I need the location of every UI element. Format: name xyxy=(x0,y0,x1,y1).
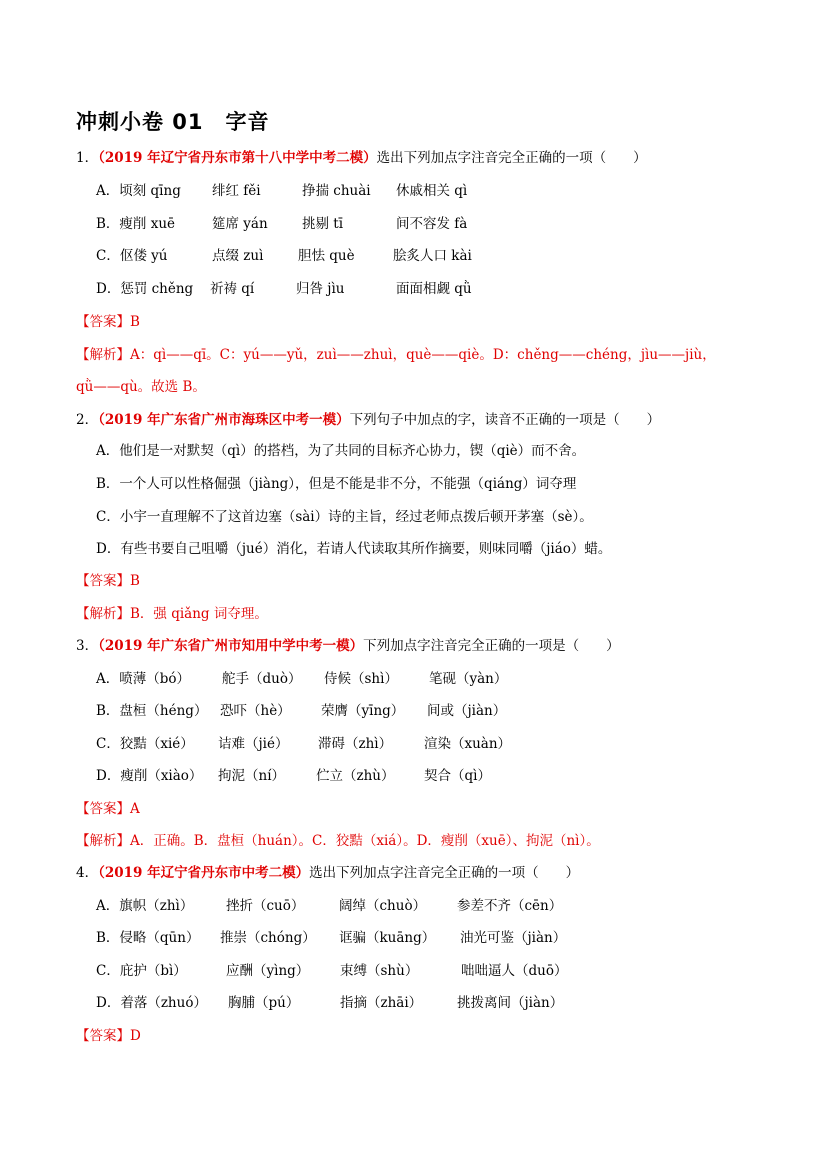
option-item: D．惩罚 chěng xyxy=(96,281,194,297)
question-number: 3． xyxy=(76,638,99,654)
answer-value: A xyxy=(130,801,140,817)
option-item: A．顷刻 qīng xyxy=(96,183,181,199)
option-item: C．庇护（bì） xyxy=(96,963,187,979)
analysis-label: 【解析】 xyxy=(76,833,130,849)
analysis-line xyxy=(76,604,268,624)
option-item: 恐吓（hè） xyxy=(220,703,291,719)
option-item: B．侵略（qūn） xyxy=(96,930,200,946)
question-source: （2019 年辽宁省丹东市第十八中学中考二模） xyxy=(98,150,377,166)
option-item: D．瘦削（xiào） xyxy=(96,768,203,784)
answer-value: B xyxy=(130,573,140,589)
question-text: 下列加点字注音完全正确的一项是（ ） xyxy=(363,638,620,654)
option-item: 指摘（zhāi） xyxy=(340,995,423,1011)
option-item: 契合（qì） xyxy=(424,768,491,784)
question-1-stem xyxy=(76,148,647,168)
option-item: 挑剔 tī xyxy=(302,216,344,232)
option-item: 胸脯（pú） xyxy=(228,995,300,1011)
option-item: 间或（jiàn） xyxy=(427,703,507,719)
answer-label: 【答案】 xyxy=(76,801,130,817)
option-item: 油光可鉴（jiàn） xyxy=(460,930,567,946)
question-text: 选出下列加点字注音完全正确的一项（ ） xyxy=(376,150,647,166)
option-item: 点缀 zuì xyxy=(212,248,264,264)
question-text: 选出下列加点字注音完全正确的一项（ ） xyxy=(309,865,580,881)
option-item: 拘泥（ní） xyxy=(218,768,286,784)
option-item: 绯红 fěi xyxy=(212,183,261,199)
question-2-stem xyxy=(76,410,660,430)
option-item: 应酬（yìng） xyxy=(226,963,310,979)
option-item: 诓骗（kuāng） xyxy=(339,930,436,946)
analysis-text: B．强 qiǎng 词夺理。 xyxy=(130,606,268,622)
option-item: 阔绰（chuò） xyxy=(339,898,427,914)
option-item: 脍炙人口 kài xyxy=(393,248,472,264)
answer-line xyxy=(76,1026,141,1046)
option-item: 伫立（zhù） xyxy=(316,768,395,784)
question-number: 1． xyxy=(76,150,99,166)
option-row: B．一个人可以性格倔强（jiàng），但是不能是非不分，不能强（qiáng）词夺理 xyxy=(96,476,577,492)
option-item: 推崇（chóng） xyxy=(220,930,316,946)
answer-value: D xyxy=(130,1028,141,1044)
option-row: C．小宇一直理解不了这首边塞（sài）诗的主旨，经过老师点拨后顿开茅塞（sè）。 xyxy=(96,509,593,525)
option-item: D．着落（zhuó） xyxy=(96,995,207,1011)
option-item: 面面相觑 qǜ xyxy=(396,281,472,297)
option-item: 祈祷 qí xyxy=(210,281,255,297)
option-row: D．有些书要自己咀嚼（jué）消化，若请人代读取其所作摘要，则味同嚼（jiáo）蜡。 xyxy=(96,541,612,557)
option-item: 挣揣 chuài xyxy=(302,183,371,199)
option-item: 休戚相关 qì xyxy=(396,183,468,199)
question-number: 2． xyxy=(76,412,99,428)
option-item: 筵席 yán xyxy=(212,216,268,232)
option-item: 束缚（shù） xyxy=(340,963,419,979)
option-item: 归咎 jìu xyxy=(296,281,345,297)
option-item: 渲染（xuàn） xyxy=(424,736,512,752)
option-item: B．盘桓（héng） xyxy=(96,703,208,719)
question-number: 4． xyxy=(76,865,99,881)
answer-line xyxy=(76,312,140,332)
analysis-text: A：qì——qī。C：yú——yǔ，zuì——zhuì，què——qiè。D：chěng——chéng，jìu——jiù， xyxy=(130,347,716,363)
question-4-stem xyxy=(76,863,579,883)
option-item: 滞碍（zhì） xyxy=(318,736,393,752)
option-item: 挑拨离间（jiàn） xyxy=(457,995,564,1011)
option-item: A．喷薄（bó） xyxy=(96,671,191,687)
option-item: 参差不齐（cēn） xyxy=(457,898,563,914)
analysis-line xyxy=(76,831,600,851)
analysis-text: qǜ——qù。故选 B。 xyxy=(76,379,206,395)
answer-line xyxy=(76,571,140,591)
analysis-label: 【解析】 xyxy=(76,606,130,622)
question-source: （2019 年广东省广州市海珠区中考一模） xyxy=(98,412,350,428)
answer-label: 【答案】 xyxy=(76,314,130,330)
question-source: （2019 年广东省广州市知用中学中考一模） xyxy=(98,638,364,654)
option-item: B．瘦削 xuē xyxy=(96,216,176,232)
option-item: 侍候（shì） xyxy=(324,671,398,687)
option-item: C．伛偻 yú xyxy=(96,248,168,264)
analysis-text: A．正确。B．盘桓（huán）。C．狡黠（xiá）。D．瘦削（xuē）、拘泥（nì）。 xyxy=(130,833,600,849)
option-item: 诘难（jié） xyxy=(218,736,289,752)
analysis-line xyxy=(76,377,206,397)
option-item: 咄咄逼人（duō） xyxy=(461,963,568,979)
question-3-stem xyxy=(76,636,620,656)
option-item: A．旗帜（zhì） xyxy=(96,898,194,914)
option-item: 胆怯 què xyxy=(298,248,355,264)
option-item: 挫折（cuō） xyxy=(226,898,305,914)
answer-label: 【答案】 xyxy=(76,573,130,589)
analysis-line xyxy=(76,345,716,365)
option-row: A．他们是一对默契（qì）的搭档，为了共同的目标齐心协力，锲（qiè）而不舍。 xyxy=(96,443,586,459)
answer-line xyxy=(76,799,140,819)
answer-value: B xyxy=(130,314,140,330)
option-item: 笔砚（yàn） xyxy=(429,671,508,687)
answer-label: 【答案】 xyxy=(76,1028,130,1044)
option-item: 间不容发 fà xyxy=(396,216,468,232)
page-title: 冲刺小卷 01 字音 xyxy=(76,110,270,134)
option-item: 舵手（duò） xyxy=(222,671,302,687)
option-item: 荣膺（yīng） xyxy=(321,703,405,719)
option-item: C．狡黠（xié） xyxy=(96,736,194,752)
question-source: （2019 年辽宁省丹东市中考二模） xyxy=(98,865,310,881)
question-text: 下列句子中加点的字，读音不正确的一项是（ ） xyxy=(349,412,661,428)
analysis-label: 【解析】 xyxy=(76,347,130,363)
